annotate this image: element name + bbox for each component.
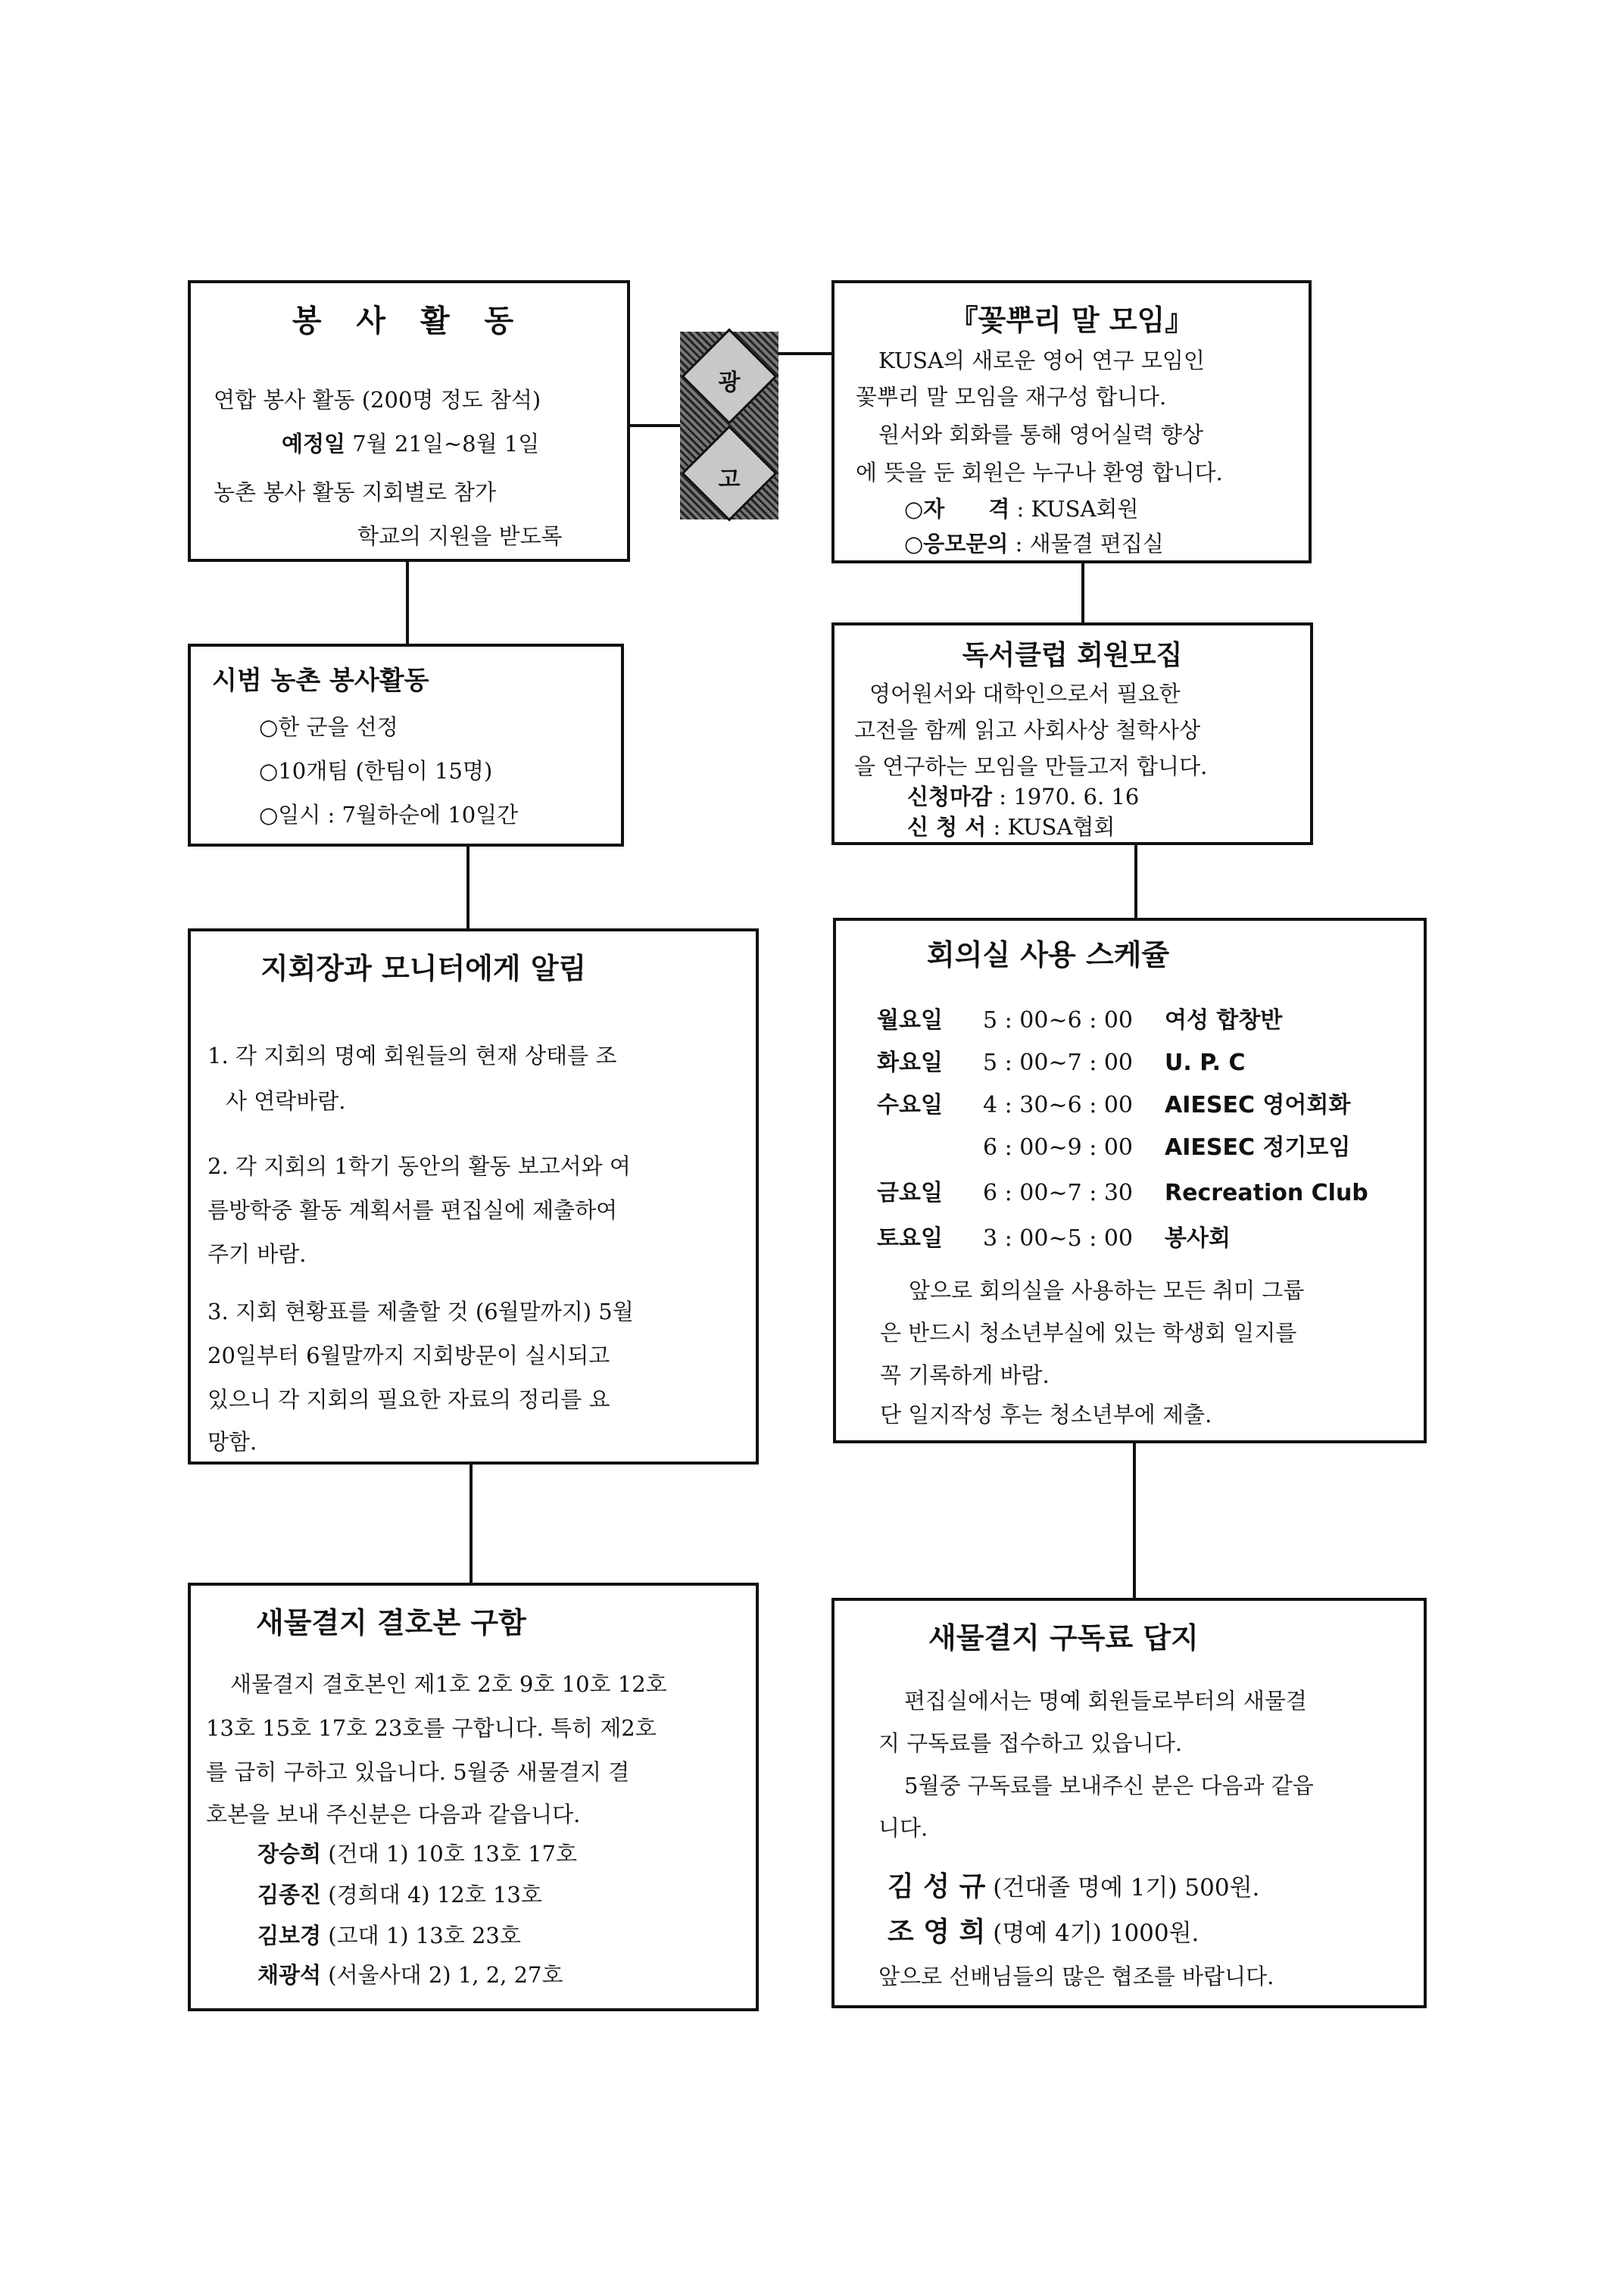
text-line: 연합 봉사 활동 (200명 정도 참석) (214, 387, 541, 413)
inquiry-value: : 새물결 편집실 (1008, 531, 1164, 557)
notice-line: 3. 지회 현황표를 제출할 것 (6월말까지) 5월 (207, 1299, 634, 1324)
text-line: 호본을 보내 주신분은 다음과 같읍니다. (206, 1802, 581, 1827)
badge-top-char: 광 (718, 370, 741, 396)
contributor-info: (서울사대 2) 1, 2, 27호 (321, 1962, 563, 1988)
text-line: KUSA의 새로운 영어 연구 모임인 (878, 348, 1205, 373)
schedule-day: 토요일 (877, 1225, 943, 1252)
schedule-value: 7월 21일~8월 1일 (345, 431, 540, 457)
list-item: ○한 군을 선정 (259, 714, 398, 740)
box-title: 새물결지 구독료 답지 (928, 1621, 1199, 1655)
application-line (907, 816, 1115, 838)
schedule-row (877, 1174, 1368, 1207)
inquiry-line (904, 533, 1164, 555)
schedule-line (282, 433, 539, 455)
notice-line: 20일부터 6월말까지 지회방문이 실시되고 (207, 1343, 610, 1368)
pilot-volunteer-box (188, 644, 624, 847)
qualification-value: : KUSA회원 (1009, 496, 1139, 522)
deadline-value: : 1970. 6. 16 (992, 784, 1140, 810)
connector-line (406, 560, 409, 644)
text-line: 원서와 회화를 통해 영어실력 향상 (878, 422, 1204, 448)
schedule-row (877, 1219, 1231, 1253)
schedule-group: AIESEC 영어회화 (1165, 1092, 1351, 1118)
notice-line: 1. 각 지회의 명예 회원들의 현재 상태를 조 (207, 1043, 617, 1068)
schedule-label: 예정일 (282, 431, 346, 457)
schedule-group: AIESEC 정기모임 (1165, 1134, 1351, 1161)
text-line: 농촌 봉사 활동 지회별로 참가 (214, 479, 497, 505)
connector-line (466, 847, 470, 928)
connector-line (778, 352, 833, 355)
contributor-row (257, 1925, 521, 1947)
contributor-row (257, 1964, 563, 1986)
text-line: 영어원서와 대학인으로서 필요한 (869, 681, 1181, 707)
box-title: 새물결지 결호본 구함 (256, 1606, 526, 1639)
schedule-group: Recreation Club (1165, 1180, 1368, 1206)
text-line: 를 급히 구하고 있읍니다. 5월중 새물결지 결 (206, 1759, 630, 1785)
notice-line: 망함. (207, 1429, 257, 1455)
schedule-group: 여성 합창반 (1165, 1007, 1283, 1034)
schedule-day: 월요일 (877, 1007, 943, 1034)
box-title: 회의실 사용 스케쥴 (927, 938, 1170, 972)
text-line: 학교의 지원을 받도록 (357, 523, 563, 549)
notice-line: 름방학중 활동 계획서를 편집실에 제출하여 (207, 1197, 618, 1223)
contributor-info: (경희대 4) 12호 13호 (321, 1882, 542, 1908)
text-line: 고전을 함께 읽고 사회사상 철학사상 (854, 717, 1201, 743)
inquiry-label: ○응모문의 (904, 531, 1009, 557)
schedule-time: 3 : 00~5 : 00 (983, 1225, 1134, 1252)
donor-info: (명예 4기) 1000원. (985, 1920, 1200, 1947)
notice-line: 2. 각 지회의 1학기 동안의 활동 보고서와 여 (207, 1153, 631, 1179)
connector-line (1133, 1442, 1136, 1598)
contributor-row (257, 1843, 577, 1865)
english-club-box (831, 280, 1312, 563)
note-line: 꼭 기록하게 바람. (880, 1362, 1050, 1388)
deadline-label: 신청마감 (907, 784, 993, 810)
text-line: 에 뜻을 둔 회원은 누구나 환영 합니다. (856, 460, 1223, 485)
deadline-line (907, 786, 1139, 808)
text-line: 니다. (878, 1815, 928, 1841)
closing-line: 앞으로 선배님들의 많은 협조를 바랍니다. (878, 1964, 1274, 1989)
list-item: ○10개팀 (한팀이 15명) (259, 758, 493, 784)
room-schedule-box (833, 918, 1427, 1443)
application-value: : KUSA협회 (986, 814, 1115, 840)
donor-name: 김 성 규 (888, 1871, 986, 1902)
text-line: 13호 15호 17호 23호를 구합니다. 특히 제2호 (206, 1715, 657, 1741)
donor-name: 조 영 희 (888, 1917, 986, 1948)
contributor-name: 김종진 (257, 1882, 322, 1908)
schedule-time: 5 : 00~7 : 00 (983, 1050, 1134, 1076)
notice-box (188, 928, 759, 1465)
text-line: 을 연구하는 모임을 만들고저 합니다. (854, 753, 1208, 779)
donor-row (888, 1873, 1259, 1901)
connector-line (1134, 844, 1137, 918)
badge-bottom-char: 고 (718, 466, 741, 493)
reading-club-box (831, 622, 1313, 845)
schedule-day: 금요일 (877, 1180, 943, 1206)
schedule-row (877, 1086, 1350, 1119)
connector-line (470, 1463, 473, 1583)
notice-line: 사 연락바람. (226, 1088, 346, 1114)
donor-row (888, 1919, 1199, 1946)
text-line: 5월중 구독료를 보내주신 분은 다음과 같읍 (904, 1773, 1314, 1798)
schedule-time: 4 : 30~6 : 00 (983, 1092, 1134, 1118)
box-title: 봉 사 활 동 (292, 304, 526, 338)
back-issues-box (188, 1583, 759, 2011)
text-line: 새물결지 결호본인 제1호 2호 9호 10호 12호 (230, 1671, 667, 1697)
connector-line (629, 424, 682, 427)
box-title: 시범 농촌 봉사활동 (212, 666, 429, 696)
box-title: 『꽃뿌리 말 모임』 (949, 304, 1194, 337)
schedule-time: 6 : 00~9 : 00 (983, 1134, 1134, 1161)
schedule-row (877, 1043, 1246, 1077)
schedule-row (877, 1001, 1282, 1034)
schedule-group: 봉사회 (1165, 1225, 1231, 1252)
application-label: 신 청 서 (907, 814, 987, 840)
contributor-name: 장승희 (257, 1841, 322, 1867)
note-line: 앞으로 회의실을 사용하는 모든 취미 그룹 (909, 1277, 1305, 1303)
schedule-group: U. P. C (1165, 1050, 1246, 1076)
note-line: 은 반드시 청소년부실에 있는 학생회 일지를 (880, 1320, 1297, 1346)
contributor-row (257, 1884, 542, 1906)
connector-line (1081, 562, 1084, 624)
volunteer-box (188, 280, 630, 562)
schedule-time: 5 : 00~6 : 00 (983, 1007, 1134, 1034)
schedule-time: 6 : 00~7 : 30 (983, 1180, 1134, 1206)
contributor-name: 채광석 (257, 1962, 322, 1988)
text-line: 지 구독료를 접수하고 있읍니다. (878, 1730, 1183, 1756)
schedule-day: 화요일 (877, 1050, 943, 1076)
notice-line: 주기 바람. (207, 1241, 307, 1267)
contributor-name: 김보경 (257, 1923, 322, 1948)
subscription-box (831, 1598, 1427, 2008)
schedule-day: 수요일 (877, 1092, 943, 1118)
qualification-label: ○자 격 (904, 496, 1010, 522)
contributor-info: (건대 1) 10호 13호 17호 (321, 1841, 577, 1867)
box-title: 독서클럽 회원모집 (962, 640, 1183, 671)
contributor-info: (고대 1) 13호 23호 (321, 1923, 521, 1948)
text-line: 꽃뿌리 말 모임을 재구성 합니다. (856, 384, 1167, 410)
text-line: 편집실에서는 명예 회원들로부터의 새물결 (904, 1688, 1307, 1714)
qualification-line (904, 498, 1138, 520)
schedule-row (877, 1128, 1350, 1162)
ad-badge (680, 332, 778, 519)
donor-info: (건대졸 명예 1기) 500원. (985, 1874, 1260, 1901)
note-line: 단 일지작성 후는 청소년부에 제출. (880, 1402, 1212, 1427)
box-title: 지회장과 모니터에게 알림 (260, 952, 587, 985)
list-item: ○일시 : 7월하순에 10일간 (259, 802, 519, 828)
notice-line: 있으니 각 지회의 필요한 자료의 정리를 요 (207, 1387, 610, 1412)
